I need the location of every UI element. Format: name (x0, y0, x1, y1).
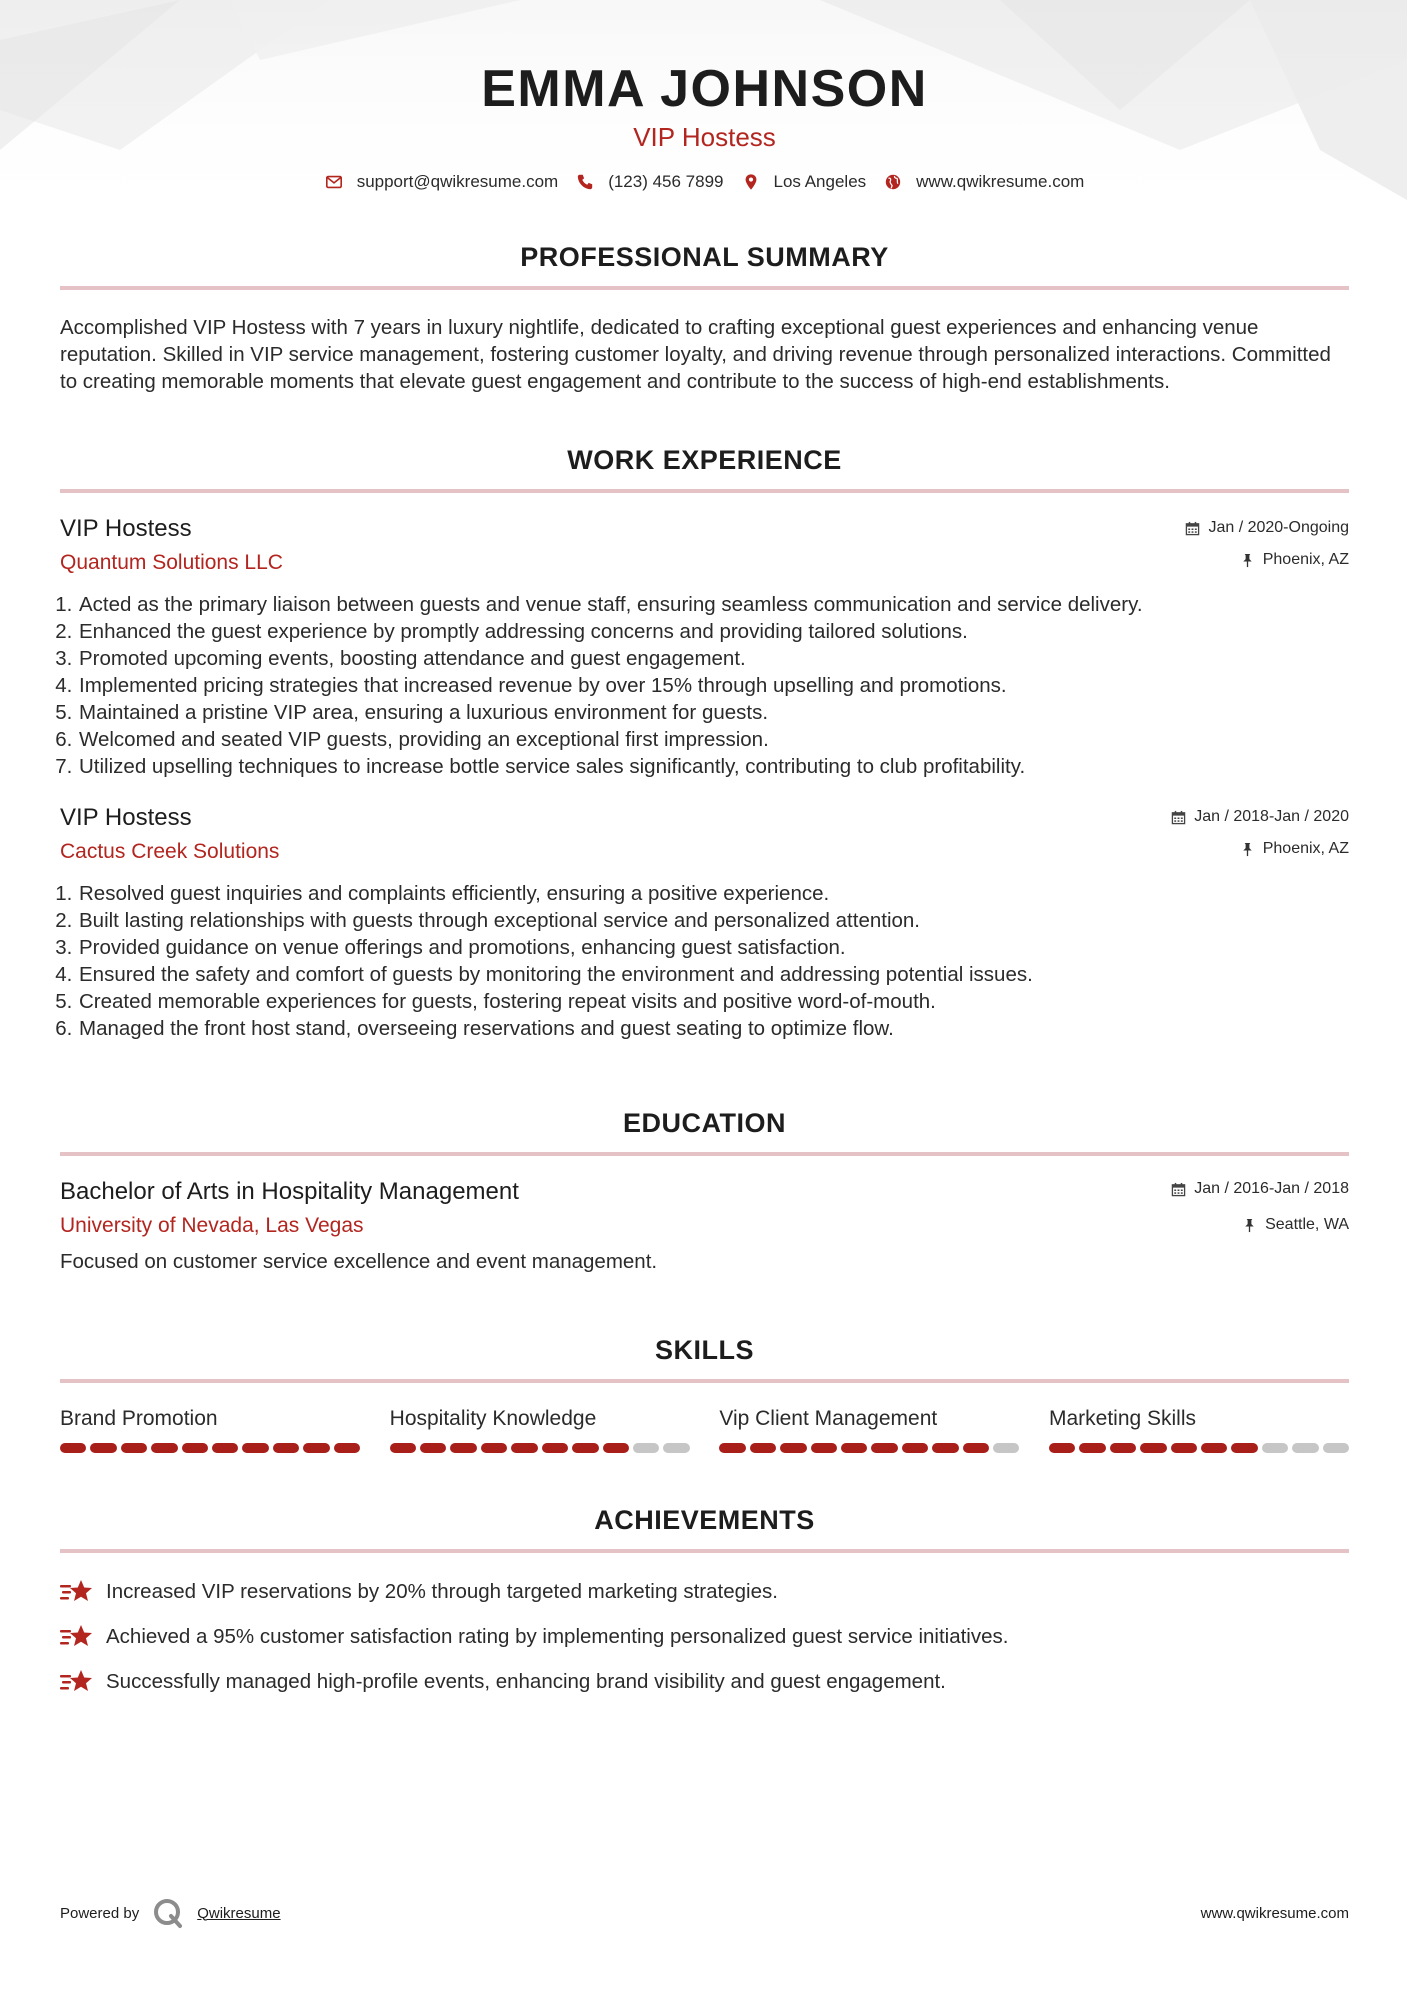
job-dates: Jan / 2020-Ongoing (1208, 519, 1349, 536)
shooting-star-icon (60, 1577, 94, 1605)
skill-item (719, 1405, 1019, 1453)
job-location: Phoenix, AZ (1262, 551, 1349, 568)
job-bullet: 5. Maintained a pristine VIP area, ensuring a luxurious environment for guests. (78, 699, 1349, 726)
map-pin-icon (742, 173, 760, 191)
job-bullet: 2. Built lasting relationships with guests through exceptional service and personalized attention. (78, 907, 1349, 934)
job-title: VIP Hostess (60, 515, 192, 542)
contact-bar (60, 172, 1349, 192)
skill-segment-empty (1292, 1443, 1318, 1453)
resume-header (60, 0, 1349, 192)
candidate-name: EMMA JOHNSON (481, 60, 928, 118)
calendar-icon (1185, 521, 1200, 536)
skill-segment-filled (334, 1443, 360, 1453)
education-dates: Jan / 2016-Jan / 2018 (1194, 1180, 1349, 1197)
skill-segment-filled (1231, 1443, 1257, 1453)
contact-website-text: www.qwikresume.com (916, 172, 1085, 191)
achievement-text: Achieved a 95% customer satisfaction rating by implementing personalized guest service initiatives. (106, 1624, 1009, 1648)
contact-location (742, 172, 867, 192)
achievements-list (60, 1577, 1349, 1695)
phone-icon (576, 173, 594, 191)
skill-name: Vip Client Management (719, 1407, 938, 1430)
skill-segment-filled (963, 1443, 989, 1453)
achievements-section (60, 1503, 1349, 1695)
contact-phone-text: (123) 456 7899 (608, 172, 724, 191)
job-bullet: 1. Resolved guest inquiries and complaints efficiently, ensuring a positive experience. (78, 880, 1349, 907)
skill-level-bar (60, 1443, 360, 1453)
education-entry (60, 1177, 1349, 1275)
achievement-item (60, 1667, 1349, 1695)
skill-segment-filled (151, 1443, 177, 1453)
skill-segment-filled (1079, 1443, 1105, 1453)
skill-segment-filled (1110, 1443, 1136, 1453)
skill-segment-filled (902, 1443, 928, 1453)
skill-segment-empty (633, 1443, 659, 1453)
skills-section (60, 1333, 1349, 1453)
skill-segment-filled (750, 1443, 776, 1453)
skill-level-bar (719, 1443, 1019, 1453)
qwikresume-logo-icon (151, 1896, 185, 1930)
skill-level-bar (1049, 1443, 1349, 1453)
experience-divider (60, 489, 1349, 493)
envelope-icon (325, 173, 343, 191)
skill-segment-filled (932, 1443, 958, 1453)
skill-segment-empty (993, 1443, 1019, 1453)
skill-segment-filled (841, 1443, 867, 1453)
achievement-item (60, 1577, 1349, 1605)
skill-segment-filled (121, 1443, 147, 1453)
calendar-icon (1171, 810, 1186, 825)
skill-segment-filled (542, 1443, 568, 1453)
job-company: Cactus Creek Solutions (60, 840, 280, 863)
skill-name: Brand Promotion (60, 1407, 218, 1430)
skill-segment-filled (871, 1443, 897, 1453)
skill-segment-empty (1262, 1443, 1288, 1453)
page-footer (60, 1896, 1349, 1930)
contact-email[interactable] (325, 172, 559, 192)
job-bullet: 3. Promoted upcoming events, boosting attendance and guest engagement. (78, 645, 1349, 672)
experience-section (60, 443, 1349, 1042)
skill-segment-filled (90, 1443, 116, 1453)
education-location: Seattle, WA (1265, 1216, 1349, 1233)
skill-segment-filled (1201, 1443, 1227, 1453)
shooting-star-icon (60, 1667, 94, 1695)
globe-icon (884, 173, 902, 191)
achievement-text: Increased VIP reservations by 20% through targeted marketing strategies. (106, 1579, 778, 1603)
skill-item (1049, 1405, 1349, 1453)
pushpin-icon (1240, 553, 1255, 568)
achievement-text: Successfully managed high-profile events, enhancing brand visibility and guest engagement. (106, 1669, 946, 1693)
skill-segment-filled (242, 1443, 268, 1453)
contact-location-text: Los Angeles (773, 172, 867, 191)
experience-heading: WORK EXPERIENCE (567, 445, 842, 475)
skill-item (60, 1405, 360, 1453)
skills-divider (60, 1379, 1349, 1383)
skill-segment-filled (811, 1443, 837, 1453)
job-bullet: 4. Ensured the safety and comfort of guests by monitoring the environment and addressing potential issues. (78, 961, 1349, 988)
education-description: Focused on customer service excellence and event management. (60, 1250, 658, 1273)
powered-by-label: Powered by (60, 1904, 140, 1922)
job-location: Phoenix, AZ (1262, 840, 1349, 857)
job-bullet: 7. Utilized upselling techniques to increase bottle service sales significantly, contributing to club profitability. (78, 753, 1349, 780)
shooting-star-icon (60, 1622, 94, 1650)
skill-segment-filled (603, 1443, 629, 1453)
achievements-heading: ACHIEVEMENTS (594, 1505, 815, 1535)
job-title: VIP Hostess (60, 804, 192, 831)
candidate-role: VIP Hostess (633, 122, 776, 152)
education-divider (60, 1152, 1349, 1156)
skill-segment-empty (663, 1443, 689, 1453)
pushpin-icon (1240, 842, 1255, 857)
summary-heading: PROFESSIONAL SUMMARY (520, 242, 889, 272)
job-bullet: 3. Provided guidance on venue offerings and promotions, enhancing guest satisfaction. (78, 934, 1349, 961)
skill-name: Marketing Skills (1048, 1407, 1197, 1430)
skill-segment-filled (212, 1443, 238, 1453)
job-entry (60, 514, 1349, 780)
skill-segment-filled (1049, 1443, 1075, 1453)
skill-segment-filled (719, 1443, 745, 1453)
education-section (60, 1106, 1349, 1275)
skill-level-bar (390, 1443, 690, 1453)
job-bullet: 4. Implemented pricing strategies that increased revenue by over 15% through upselling and promotions. (78, 672, 1349, 699)
skills-heading: SKILLS (654, 1335, 754, 1365)
calendar-icon (1171, 1182, 1186, 1197)
skill-segment-filled (273, 1443, 299, 1453)
skill-segment-filled (511, 1443, 537, 1453)
summary-section (60, 240, 1349, 395)
skill-segment-filled (572, 1443, 598, 1453)
skill-segment-filled (1140, 1443, 1166, 1453)
summary-divider (60, 286, 1349, 290)
skill-segment-empty (1323, 1443, 1349, 1453)
skill-segment-filled (303, 1443, 329, 1453)
contact-email-text: support@qwikresume.com (356, 172, 559, 191)
skill-item (390, 1405, 690, 1453)
achievement-item (60, 1622, 1349, 1650)
job-entry (60, 803, 1349, 1042)
skills-list (60, 1405, 1349, 1453)
skill-segment-filled (60, 1443, 86, 1453)
job-dates: Jan / 2018-Jan / 2020 (1194, 808, 1349, 825)
pushpin-icon (1242, 1218, 1257, 1233)
skill-segment-filled (1171, 1443, 1197, 1453)
job-bullet: 6. Welcomed and seated VIP guests, providing an exceptional first impression. (78, 726, 1349, 753)
contact-phone[interactable] (576, 172, 723, 192)
skill-segment-filled (420, 1443, 446, 1453)
skill-segment-filled (481, 1443, 507, 1453)
education-heading: EDUCATION (623, 1108, 786, 1138)
brand-link[interactable]: Qwikresume (197, 1904, 281, 1922)
powered-by (60, 1896, 281, 1930)
job-bullets (60, 880, 1349, 1042)
skill-segment-filled (390, 1443, 416, 1453)
job-bullet: 1. Acted as the primary liaison between guests and venue staff, ensuring seamless communication and service delivery. (78, 591, 1349, 618)
job-company: Quantum Solutions LLC (60, 551, 283, 574)
job-bullets (60, 591, 1349, 780)
job-bullet: 5. Created memorable experiences for guests, fostering repeat visits and positive word-of-mouth. (78, 988, 1349, 1015)
school-name: University of Nevada, Las Vegas (60, 1214, 364, 1237)
footer-website[interactable]: www.qwikresume.com (1200, 1904, 1349, 1922)
resume-page (60, 0, 1349, 1712)
summary-text: Accomplished VIP Hostess with 7 years in luxury nightlife, dedicated to crafting exceptional guest experiences and enhancing venue reputation. Skilled in VIP service management, fostering customer loyalty, and driving revenue through personalized interactions. Committed to creating memorable moments that elevate guest engagement and contribute to the success of high-end establishments. (60, 316, 1331, 393)
skill-segment-filled (182, 1443, 208, 1453)
job-bullet: 2. Enhanced the guest experience by promptly addressing concerns and providing tailored solutions. (78, 618, 1349, 645)
job-bullet: 6. Managed the front host stand, overseeing reservations and guest seating to optimize flow. (78, 1015, 1349, 1042)
skill-segment-filled (780, 1443, 806, 1453)
degree-title: Bachelor of Arts in Hospitality Management (60, 1178, 519, 1205)
contact-website[interactable] (884, 172, 1084, 192)
skill-name: Hospitality Knowledge (389, 1407, 597, 1430)
skill-segment-filled (450, 1443, 476, 1453)
achievements-divider (60, 1549, 1349, 1553)
